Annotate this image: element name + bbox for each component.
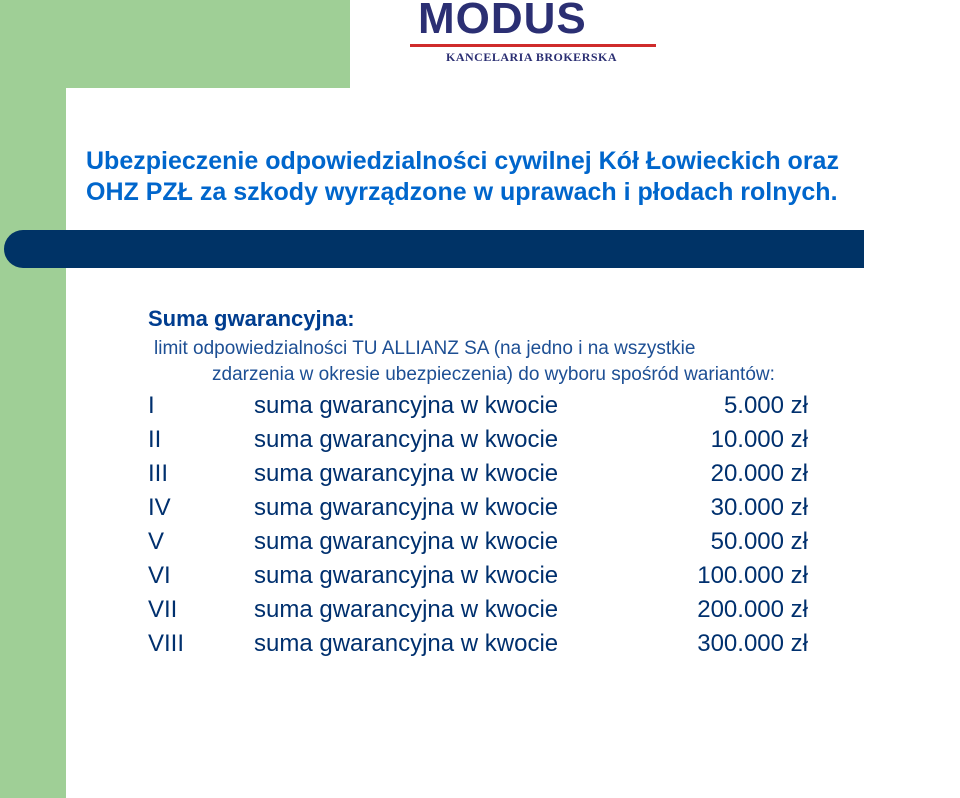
tier-row [148, 426, 848, 460]
tier-amount: 50.000 zł [710, 528, 808, 555]
tier-label: suma gwarancyjna w kwocie [254, 596, 559, 623]
tier-label: suma gwarancyjna w kwocie [254, 392, 559, 419]
tier-label: suma gwarancyjna w kwocie [254, 426, 559, 453]
green-side-strip [0, 0, 66, 798]
tier-number: VII [148, 596, 178, 623]
tier-row [148, 596, 848, 630]
tier-number: VI [148, 562, 171, 589]
logo-red-rule [410, 44, 656, 47]
tier-label: suma gwarancyjna w kwocie [254, 494, 559, 521]
tier-row [148, 630, 848, 664]
tier-amount: 5.000 zł [723, 392, 808, 419]
tier-amount: 100.000 zł [697, 562, 808, 589]
guarantee-tier-list [148, 392, 848, 664]
divider-bar [4, 230, 864, 268]
slide-title [86, 146, 946, 208]
tier-number: I [148, 392, 155, 419]
slide-title-line-1: Ubezpieczenie odpowiedzialności cywilnej Kół Łowieckich oraz [86, 147, 839, 175]
tier-row [148, 562, 848, 596]
tier-amount: 30.000 zł [710, 494, 808, 521]
tier-number: II [148, 426, 162, 453]
tier-label: suma gwarancyjna w kwocie [254, 630, 559, 657]
section-description-line-2: zdarzenia w okresie ubezpieczenia) do wyboru spośród wariantów: [212, 364, 775, 385]
section-description-line-1: limit odpowiedzialności TU ALLIANZ SA (na jedno i na wszystkie [154, 338, 696, 359]
section-heading: Suma gwarancyjna: [148, 306, 355, 331]
tier-amount: 10.000 zł [710, 426, 808, 453]
tier-label: suma gwarancyjna w kwocie [254, 528, 559, 555]
tier-number: V [148, 528, 165, 555]
tier-number: IV [148, 494, 171, 521]
tier-row [148, 460, 848, 494]
tier-label: suma gwarancyjna w kwocie [254, 562, 559, 589]
tier-number: VIII [148, 630, 185, 657]
slide-title-line-2: OHZ PZŁ za szkody wyrządzone w uprawach i płodach rolnych. [86, 178, 838, 206]
logo-wordmark: MODUS [418, 0, 587, 43]
tier-amount: 20.000 zł [710, 460, 808, 487]
tier-label: suma gwarancyjna w kwocie [254, 460, 559, 487]
modus-logo [410, 0, 660, 66]
tier-row [148, 528, 848, 562]
tier-row [148, 494, 848, 528]
tier-number: III [148, 460, 169, 487]
logo-subtitle: KANCELARIA BROKERSKA [446, 50, 618, 64]
tier-row [148, 392, 848, 426]
green-top-block [0, 0, 350, 88]
tier-amount: 200.000 zł [697, 596, 808, 623]
tier-amount: 300.000 zł [697, 630, 808, 657]
